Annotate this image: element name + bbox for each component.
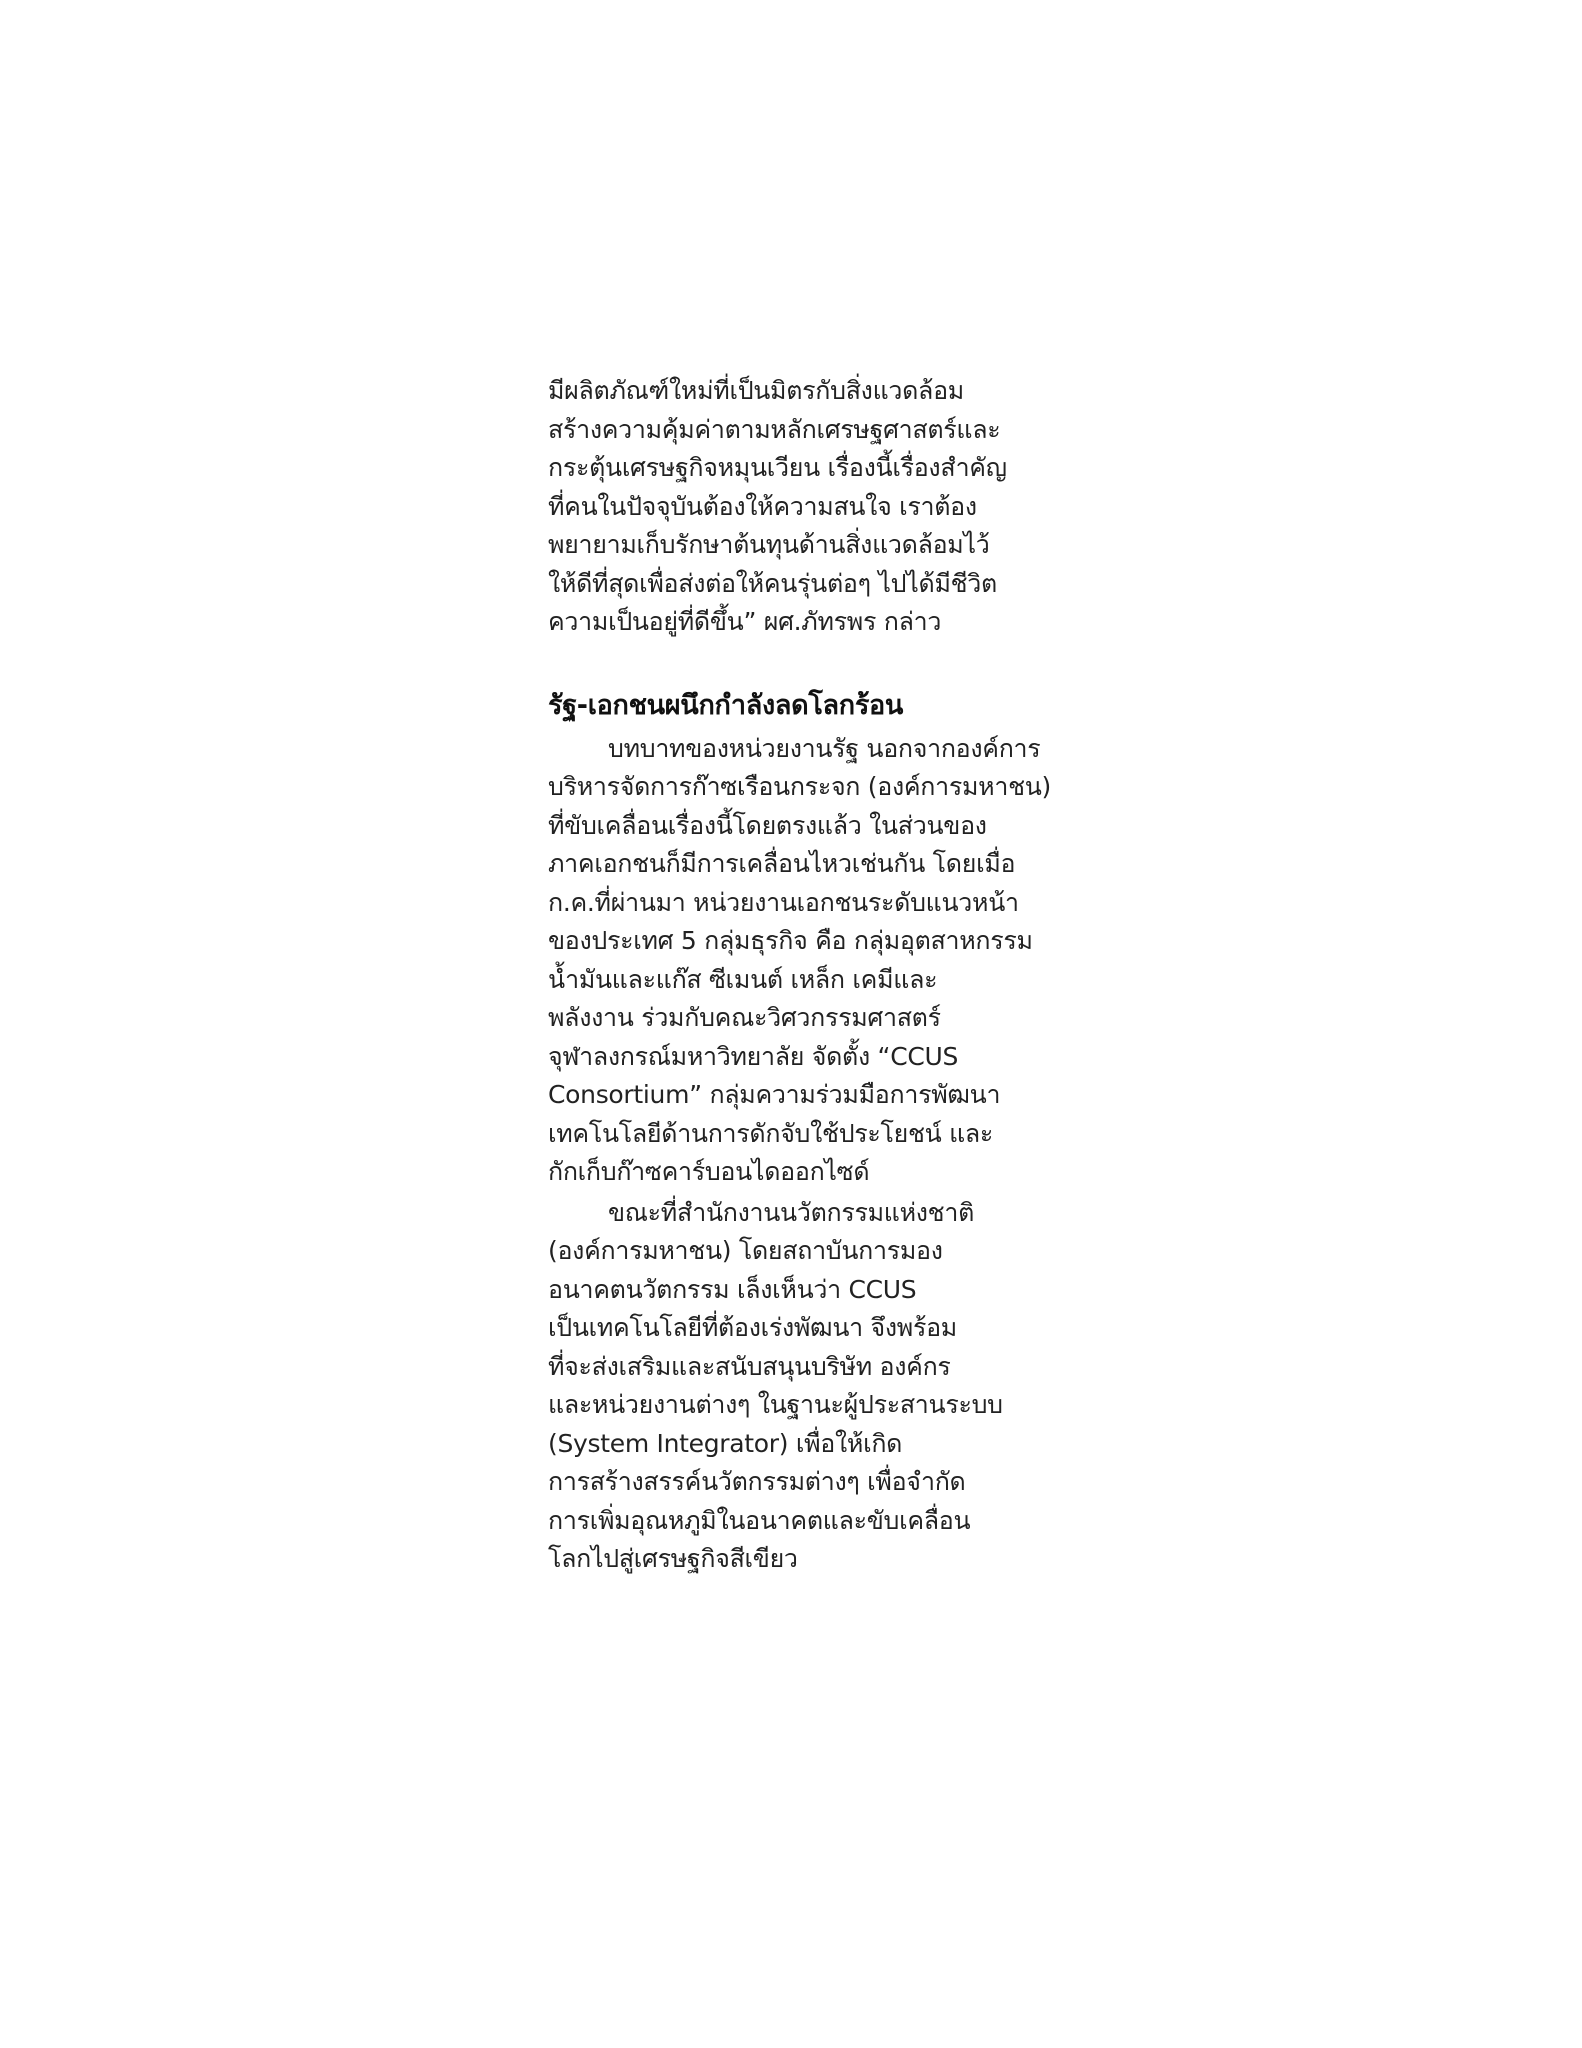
text-line: ก.ค.ที่ผ่านมา หน่วยงานเอกชนระดับแนวหน้า xyxy=(548,887,1019,917)
text-line: ที่คนในปัจจุบันต้องให้ความสนใจ เราต้อง xyxy=(548,491,977,521)
text-line: ให้ดีที่สุดเพื่อส่งต่อให้คนรุ่นต่อๆ ไปได้มีชีวิต xyxy=(548,568,997,598)
text-line: (System Integrator) เพื่อให้เกิด xyxy=(548,1428,903,1458)
text-line: พยายามเก็บรักษาต้นทุนด้านสิ่งแวดล้อมไว้ xyxy=(548,530,990,559)
text-line: การสร้างสรรค์นวัตกรรมต่างๆ เพื่อจำกัด xyxy=(548,1467,966,1496)
text-line: ความเป็นอยู่ที่ดีขึ้น” ผศ.ภัทรพร กล่าว xyxy=(548,607,942,636)
text-line: ขณะที่สำนักงานนวัตกรรมแห่งชาติ xyxy=(608,1197,975,1227)
text-line: บริหารจัดการก๊าซเรือนกระจก (องค์การมหาชน) xyxy=(548,772,1051,801)
text-line: มีผลิตภัณฑ์ใหม่ที่เป็นมิตรกับสิ่งแวดล้อม xyxy=(548,376,964,405)
text-line: จุฬาลงกรณ์มหาวิทยาลัย จัดตั้ง “CCUS xyxy=(548,1041,959,1071)
text-line: กักเก็บก๊าซคาร์บอนไดออกไซด์ xyxy=(548,1157,870,1186)
text-line: การเพิ่มอุณหภูมิในอนาคตและขับเคลื่อน xyxy=(548,1505,971,1535)
text-line: สร้างความคุ้มค่าตามหลักเศรษฐศาสตร์และ xyxy=(548,414,1001,444)
text-line: กระตุ้นเศรษฐกิจหมุนเวียน เรื่องนี้เรื่องสำคัญ xyxy=(548,453,1007,482)
text-line: ที่จะส่งเสริมและสนับสนุนบริษัท องค์กร xyxy=(548,1351,951,1381)
text-line: (องค์การมหาชน) โดยสถาบันการมอง xyxy=(548,1236,943,1265)
text-line: ภาคเอกชนก็มีการเคลื่อนไหวเช่นกัน โดยเมื่อ xyxy=(548,849,1016,878)
text-line: ที่ขับเคลื่อนเรื่องนี้โดยตรงแล้ว ในส่วนของ xyxy=(548,810,987,840)
section-subheading: รัฐ-เอกชนผนึกกำลังลดโลกร้อน xyxy=(548,689,904,721)
text-line: โลกไปสู่เศรษฐกิจสีเขียว xyxy=(548,1544,798,1573)
text-line: เทคโนโลยีด้านการดักจับใช้ประโยชน์ และ xyxy=(548,1118,994,1148)
text-line: และหน่วยงานต่างๆ ในฐานะผู้ประสานระบบ xyxy=(548,1390,1003,1419)
paragraph-government-role xyxy=(548,730,1051,1192)
text-line: เป็นเทคโนโลยีที่ต้องเร่งพัฒนา จึงพร้อม xyxy=(548,1313,957,1342)
paragraph-innovation-agency xyxy=(548,1194,1004,1579)
text-line: อนาคตนวัตกรรม เล็งเห็นว่า CCUS xyxy=(548,1274,917,1304)
article-column xyxy=(548,372,1051,1579)
text-line: ของประเทศ 5 กลุ่มธุรกิจ คือ กลุ่มอุตสาหกรรม xyxy=(548,926,1033,955)
text-line: Consortium” กลุ่มความร่วมมือการพัฒนา xyxy=(548,1080,1001,1109)
text-line: น้ำมันและแก๊ส ซีเมนต์ เหล็ก เคมีและ xyxy=(548,964,938,994)
text-line: พลังงาน ร่วมกับคณะวิศวกรรมศาสตร์ xyxy=(548,1003,941,1032)
paragraph-quote-end xyxy=(548,372,1007,642)
text-line: บทบาทของหน่วยงานรัฐ นอกจากองค์การ xyxy=(608,733,1041,763)
